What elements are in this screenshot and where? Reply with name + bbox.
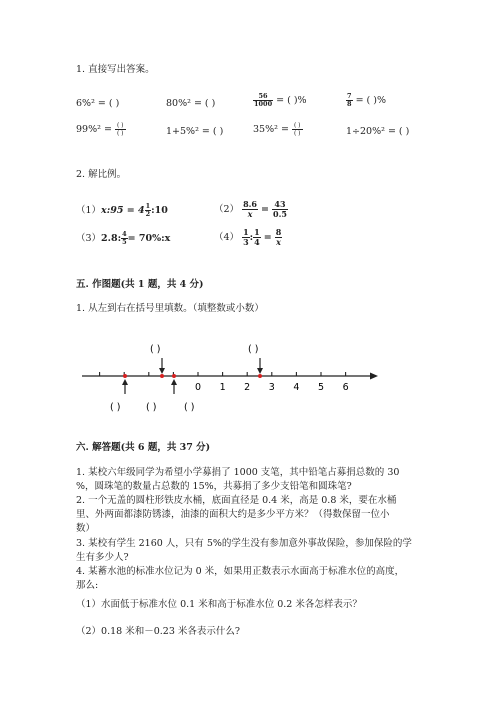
fraction-denominator: 8: [347, 100, 352, 108]
section-6-title: 六. 解答题(共 6 题，共 37 分): [76, 442, 211, 453]
fraction-numerator: 1: [254, 227, 260, 237]
fraction-numerator: 43: [272, 200, 288, 210]
proportion-label: （2）: [214, 204, 240, 215]
question-6-3-line2: 生有多少人?: [76, 552, 129, 563]
section-5-title: 五. 作图题(共 1 题，共 4 分): [76, 279, 204, 290]
red-point: [123, 374, 127, 378]
item-2b: 1+5%² = ( ): [166, 126, 224, 137]
proportion-label: （4）: [214, 232, 240, 243]
tick-label: 3: [268, 382, 275, 393]
proportion-3: [76, 231, 170, 246]
proportion-4: [214, 228, 282, 247]
question-6-4-sub1: （1）水面低于标准水位 0.1 米和高于标准水位 0.2 米各怎样表示？: [76, 599, 362, 610]
red-point: [172, 374, 176, 378]
fraction-denominator: x: [276, 237, 281, 247]
question-6-1-line1: 1. 某校六年级同学为希望小学募捐了 1000 支笔，其中铅笔占募捐总数的 30: [76, 467, 400, 478]
item-2d: 1÷20%² = ( ): [346, 126, 410, 137]
top-blank-2[interactable]: ( ): [248, 344, 259, 355]
item-1b: 80%² = ( ): [166, 98, 216, 109]
fraction-numerator: 8.6: [243, 199, 257, 209]
tick-marks: [100, 372, 346, 376]
down-arrow-head-icon: [257, 368, 263, 374]
item-1d: [346, 93, 386, 108]
question-6-2-line2: 里、外两面都漆防锈漆，油漆的面积大约是多少平方米？（得数保留一位小: [76, 509, 390, 520]
item-1d-rest: = ( )%: [355, 95, 387, 106]
proportion-2: [214, 200, 288, 219]
question-6-2-line3: 数）: [76, 523, 96, 534]
number-line-figure: [70, 338, 390, 418]
down-arrow-head-icon: [159, 368, 165, 374]
fraction-denominator: 4: [254, 237, 260, 247]
red-point: [258, 374, 262, 378]
bottom-blank-1[interactable]: ( ): [110, 402, 121, 413]
proportion-expr: = 70%:x: [127, 233, 171, 244]
question-6-1-line2: %，圆珠笔的数量占总数的 15%，共募捐了多少支铅笔和圆珠笔?: [76, 481, 352, 492]
top-blank-1[interactable]: ( ): [150, 344, 161, 355]
tick-label: 5: [317, 382, 325, 393]
item-1c-rest: = ( )%: [276, 95, 307, 106]
proportion-1: [76, 203, 168, 218]
red-point: [160, 374, 164, 378]
fraction-numerator: 1: [243, 227, 249, 237]
bottom-blank-3[interactable]: ( ): [184, 402, 195, 413]
answer-blank[interactable]: ( ): [293, 130, 301, 137]
item-1a: 6%² = ( ): [76, 98, 120, 109]
arrow-head-icon: [370, 373, 378, 380]
question-6-2-line1: 2. 一个无盖的圆柱形铁皮水桶，底面直径是 0.4 米，高是 0.8 米，要在水桶: [76, 495, 397, 506]
tick-label: 1: [219, 382, 226, 393]
fraction-denominator: 0.5: [273, 209, 287, 219]
proportion-expr: :10: [151, 205, 168, 216]
answer-blank[interactable]: ( ): [116, 130, 124, 137]
question-6-4-sub2: （2）0.18 米和－0.23 米各表示什么?: [76, 626, 240, 637]
up-arrow-head-icon: [171, 379, 177, 385]
tick-label: 4: [293, 382, 300, 393]
equals-sign: =: [261, 204, 269, 215]
proportion-label: （1）: [76, 205, 102, 216]
question-2-heading: 2. 解比例。: [76, 169, 127, 180]
tick-label: 6: [342, 382, 349, 393]
fraction-denominator: 3: [243, 237, 249, 247]
proportion-expr: 2.8:: [101, 233, 122, 244]
fraction-numerator: 56: [253, 93, 273, 101]
tick-label: 0: [194, 382, 202, 393]
question-1-heading: 1. 直接写出答案。: [76, 64, 155, 75]
tick-label: 2: [244, 382, 251, 393]
item-2a-pre: 99%² =: [76, 124, 112, 135]
section-5-question: 1. 从左到右在括号里填数。（填整数或小数）: [76, 303, 264, 314]
fraction-numerator: 4: [122, 230, 127, 238]
item-1c: [253, 93, 307, 108]
colon-sign: :: [249, 232, 254, 243]
fraction-numerator: 1: [145, 202, 151, 210]
answer-blank[interactable]: ( ): [116, 122, 124, 129]
fraction-numerator: 8: [275, 227, 282, 237]
up-arrow-head-icon: [122, 379, 128, 385]
item-2c: [253, 122, 303, 137]
proportion-expr: x:95 = 4: [101, 205, 145, 216]
fraction-denominator: 2: [145, 210, 151, 218]
fraction-denominator: 1000: [254, 100, 273, 108]
item-2c-pre: 35%² =: [253, 124, 289, 135]
fraction-numerator: 7: [347, 92, 352, 100]
bottom-blank-2[interactable]: ( ): [146, 402, 157, 413]
tick-labels: [195, 382, 349, 393]
question-6-4-line1: 4. 某蓄水池的标准水位记为 0 米，如果用正数表示水面高于标准水位的高度，: [76, 566, 405, 577]
proportion-label: （3）: [76, 233, 102, 244]
question-6-4-line2: 那么:: [76, 580, 99, 591]
fraction-denominator: x: [247, 209, 253, 219]
question-6-3-line1: 3. 某校有学生 2160 人，只有 5%的学生没有参加意外事故保险，参加保险的学: [76, 538, 412, 549]
equals-sign: =: [263, 232, 272, 243]
answer-blank[interactable]: ( ): [293, 122, 301, 129]
item-2a: [76, 122, 126, 137]
fraction-denominator: 5: [122, 238, 127, 246]
